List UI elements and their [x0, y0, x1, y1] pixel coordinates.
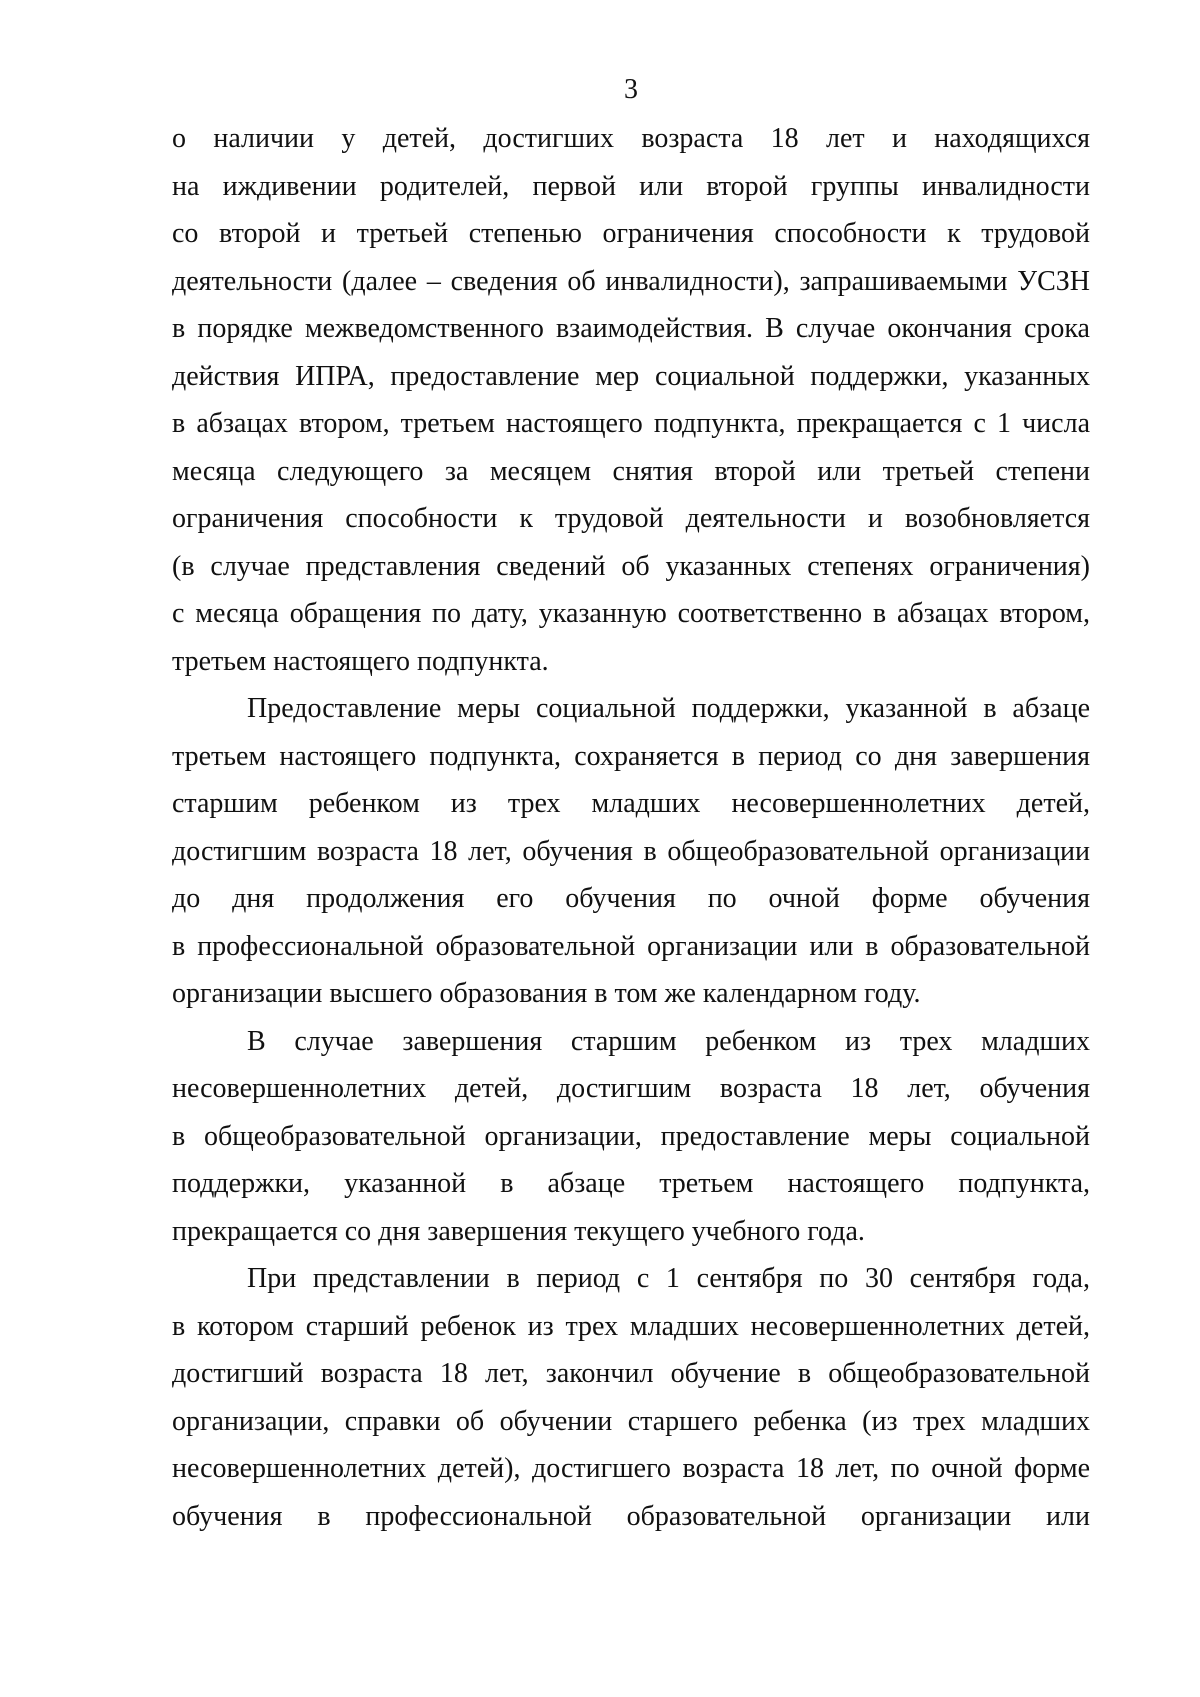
text-line: третьем настоящего подпункта.: [172, 645, 549, 677]
page-number: 3: [624, 74, 638, 105]
text-line: в котором старший ребенок из трех младших несовершеннолетних детей,: [172, 1310, 1090, 1342]
text-line: о наличии у детей, достигших возраста 18 лет и находящихся: [172, 123, 1090, 154]
text-line: старшим ребенком из трех младших несовершеннолетних детей,: [172, 788, 1090, 819]
text-line: на иждивении родителей, первой или второй группы инвалидности: [172, 170, 1090, 202]
text-line: достигший возраста 18 лет, закончил обучение в общеобразовательной: [172, 1358, 1090, 1389]
text-line: несовершеннолетних детей, достигшим возраста 18 лет, обучения: [172, 1073, 1090, 1104]
text-line: ограничения способности к трудовой деятельности и возобновляется: [172, 503, 1090, 534]
text-line: в абзацах втором, третьем настоящего подпункта, прекращается с 1 числа: [172, 408, 1090, 439]
paragraph-3: [172, 1018, 1090, 1256]
text-line: организации высшего образования в том же календарном году.: [172, 978, 921, 1009]
text-line: обучения в профессиональной образовательной организации или: [172, 1500, 1090, 1532]
text-line: месяца следующего за месяцем снятия второй или третьей степени: [172, 455, 1090, 487]
text-line: с месяца обращения по дату, указанную соответственно в абзацах втором,: [172, 598, 1090, 629]
text-line: несовершеннолетних детей), достигшего возраста 18 лет, по очной форме: [172, 1453, 1090, 1484]
paragraph-2: [172, 685, 1090, 1018]
text-line: организации, справки об обучении старшего ребенка (из трех младших: [172, 1405, 1090, 1437]
text-line: прекращается со дня завершения текущего учебного года.: [172, 1215, 865, 1247]
text-line: деятельности (далее – сведения об инвалидности), запрашиваемыми УСЗН: [172, 265, 1090, 297]
text-line: в порядке межведомственного взаимодействия. В случае окончания срока: [172, 313, 1090, 344]
text-line: в общеобразовательной организации, предоставление меры социальной: [172, 1120, 1090, 1152]
text-line: достигшим возраста 18 лет, обучения в общеобразовательной организации: [172, 835, 1090, 867]
text-line: При представлении в период с 1 сентября по 30 сентября года,: [247, 1263, 1090, 1294]
text-line: В случае завершения старшим ребенком из трех младших: [247, 1025, 1090, 1057]
text-line: третьем настоящего подпункта, сохраняется в период со дня завершения: [172, 740, 1090, 772]
text-line: (в случае представления сведений об указанных степенях ограничения): [172, 550, 1090, 582]
text-line: действия ИПРА, предоставление мер социальной поддержки, указанных: [172, 360, 1090, 392]
text-line: в профессиональной образовательной организации или в образовательной: [172, 930, 1090, 962]
text-line: Предоставление меры социальной поддержки, указанной в абзаце: [247, 693, 1090, 724]
paragraph-4: [172, 1255, 1090, 1540]
document-body: [172, 115, 1090, 1540]
text-line: поддержки, указанной в абзаце третьем настоящего подпункта,: [172, 1168, 1090, 1199]
text-line: со второй и третьей степенью ограничения способности к трудовой: [172, 218, 1090, 249]
paragraph-1: [172, 115, 1090, 685]
text-line: до дня продолжения его обучения по очной форме обучения: [172, 883, 1090, 914]
